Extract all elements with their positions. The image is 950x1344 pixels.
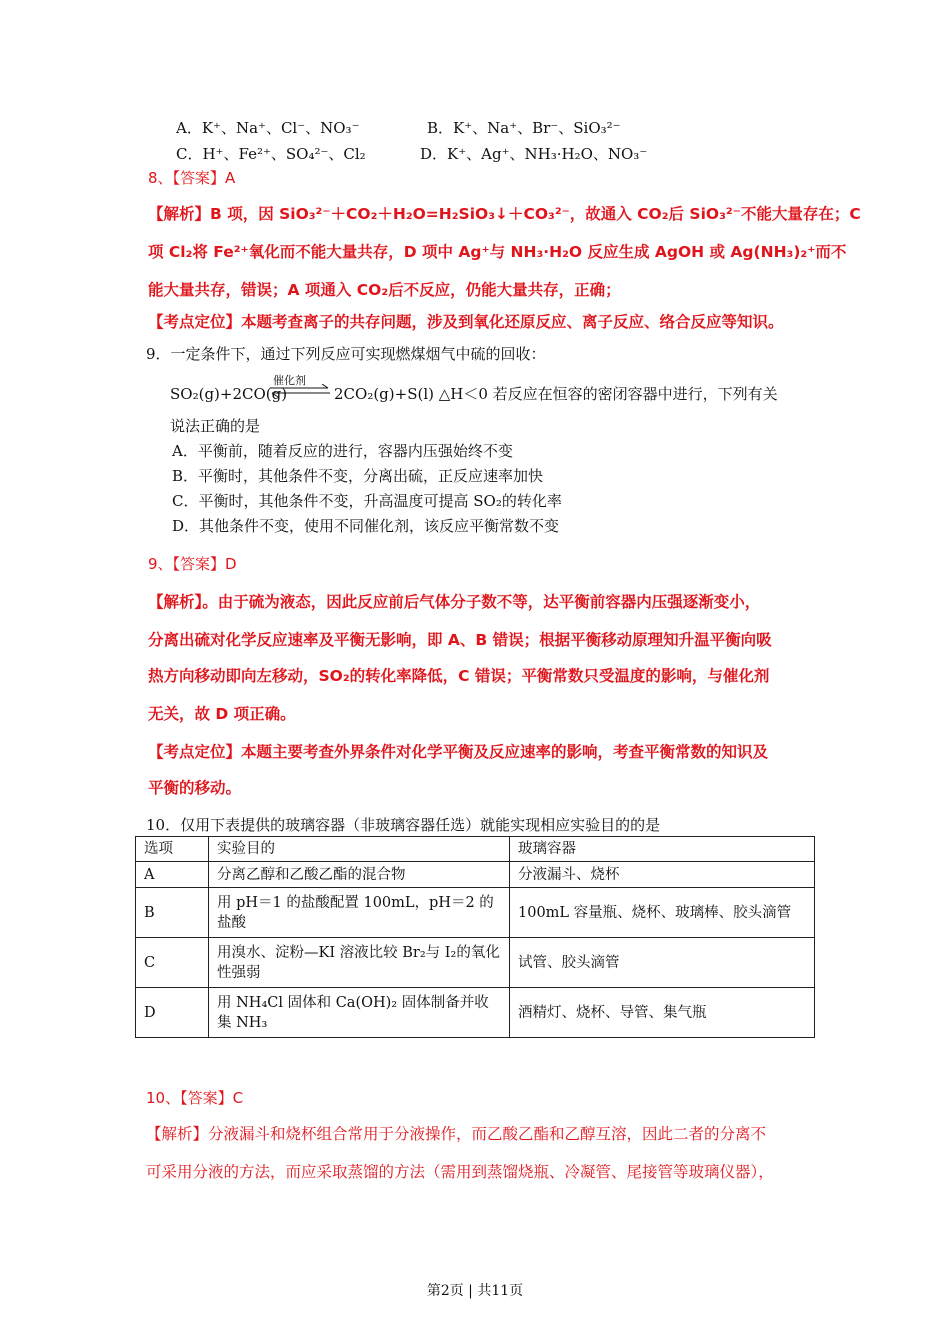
- table-row: [136, 938, 815, 988]
- q8-option-d: D．K⁺、Ag⁺、NH₃·H₂O、NO₃⁻: [420, 145, 648, 163]
- q10-analysis-line1: 【解析】分液漏斗和烧杯组合常用于分液操作，而乙酸乙酯和乙醇互溶，因此二者的分离不: [146, 1125, 767, 1143]
- q10-analysis-line2: 可采用分液的方法，而应采取蒸馏的方法（需用到蒸馏烧瓶、冷凝管、尾接管等玻璃仪器），: [146, 1163, 774, 1181]
- q9-point-line1: 【考点定位】本题主要考查外界条件对化学平衡及反应速率的影响，考查平衡常数的知识及: [148, 743, 769, 761]
- q8-point: 【考点定位】本题考查离子的共存问题，涉及到氧化还原反应、离子反应、络合反应等知识。: [148, 313, 784, 331]
- q9-option-d: D．其他条件不变，使用不同催化剂，该反应平衡常数不变: [172, 517, 560, 535]
- q8-option-a: A．K⁺、Na⁺、Cl⁻、NO₃⁻: [176, 119, 360, 137]
- table-cell: D: [136, 988, 209, 1038]
- table-row: [136, 988, 815, 1038]
- q9-reactants: SO₂(g)+2CO(g): [170, 385, 288, 403]
- table-cell: C: [136, 938, 209, 988]
- table-cell: 分液漏斗、烧杯: [510, 862, 815, 888]
- q8-option-b: B．K⁺、Na⁺、Br⁻、SiO₃²⁻: [427, 119, 621, 137]
- q9-analysis-line3: 热方向移动即向左移动，SO₂的转化率降低，C 错误；平衡常数只受温度的影响，与催化剂: [148, 667, 770, 685]
- table-row: [136, 888, 815, 938]
- q8-analysis-line2: 项 Cl₂将 Fe²⁺氧化而不能大量共存，D 项中 Ag⁺与 NH₃·H₂O 反应生成 AgOH 或 Ag(NH₃)₂⁺而不: [148, 243, 847, 261]
- experiment-table: [135, 836, 815, 1038]
- q9-option-b: B．平衡时，其他条件不变，分离出硫，正反应速率加快: [172, 467, 544, 485]
- table-cell: 100mL 容量瓶、烧杯、玻璃棒、胶头滴管: [510, 888, 815, 938]
- q9-point-line2: 平衡的移动。: [148, 779, 242, 797]
- table-cell: 用 pH＝1 的盐酸配置 100mL，pH＝2 的盐酸: [209, 888, 510, 938]
- q8-analysis-line3: 能大量共存，错误；A 项通入 CO₂后不反应，仍能大量共存，正确；: [148, 281, 621, 299]
- q10-answer: 10、【答案】C: [146, 1089, 244, 1107]
- q9-analysis-line1: 【解析】。由于硫为液态，因此反应前后气体分子数不等，达平衡前容器内压强逐渐变小，: [148, 593, 761, 611]
- q8-option-c: C．H⁺、Fe²⁺、SO₄²⁻、Cl₂: [176, 145, 366, 163]
- table-cell: 酒精灯、烧杯、导管、集气瓶: [510, 988, 815, 1038]
- table-cell: 试管、胶头滴管: [510, 938, 815, 988]
- page-footer: 第2页 | 共11页: [426, 1283, 524, 1299]
- table-header-cell: 选项: [136, 837, 209, 862]
- table-header-cell: 实验目的: [209, 837, 510, 862]
- q9-catalyst-label: 催化剂: [273, 374, 306, 387]
- table-header-row: [136, 837, 815, 862]
- q9-option-a: A．平衡前，随着反应的进行，容器内压强始终不变: [172, 442, 513, 460]
- q9-stem: 9．一定条件下，通过下列反应可实现燃煤烟气中硫的回收：: [146, 345, 546, 363]
- table-cell: 分离乙醇和乙酸乙酯的混合物: [209, 862, 510, 888]
- q8-answer: 8、【答案】A: [148, 169, 236, 187]
- table-row: [136, 862, 815, 888]
- table-cell: A: [136, 862, 209, 888]
- q9-option-c: C．平衡时，其他条件不变，升高温度可提高 SO₂的转化率: [172, 492, 562, 510]
- q9-products: 2CO₂(g)+S(l) △H＜0 若反应在恒容的密闭容器中进行，下列有关: [334, 385, 778, 403]
- table-cell: 用溴水、淀粉—KI 溶液比较 Br₂与 I₂的氧化性强弱: [209, 938, 510, 988]
- table-header-cell: 玻璃容器: [510, 837, 815, 862]
- q9-answer: 9、【答案】D: [148, 555, 237, 573]
- q9-stem-end: 说法正确的是: [170, 417, 261, 435]
- q8-analysis-line1: 【解析】B 项，因 SiO₃²⁻＋CO₂＋H₂O=H₂SiO₃↓＋CO₃²⁻，故通入 CO₂后 SiO₃²⁻不能大量存在；C: [148, 205, 861, 223]
- table-cell: B: [136, 888, 209, 938]
- q9-analysis-line4: 无关，故 D 项正确。: [148, 705, 296, 723]
- q9-analysis-line2: 分离出硫对化学反应速率及平衡无影响，即 A、B 错误；根据平衡移动原理知升温平衡向吸: [148, 631, 772, 649]
- table-cell: 用 NH₄Cl 固体和 Ca(OH)₂ 固体制备并收集 NH₃: [209, 988, 510, 1038]
- q10-stem: 10．仅用下表提供的玻璃容器（非玻璃容器任选）就能实现相应实验目的的是: [146, 816, 661, 834]
